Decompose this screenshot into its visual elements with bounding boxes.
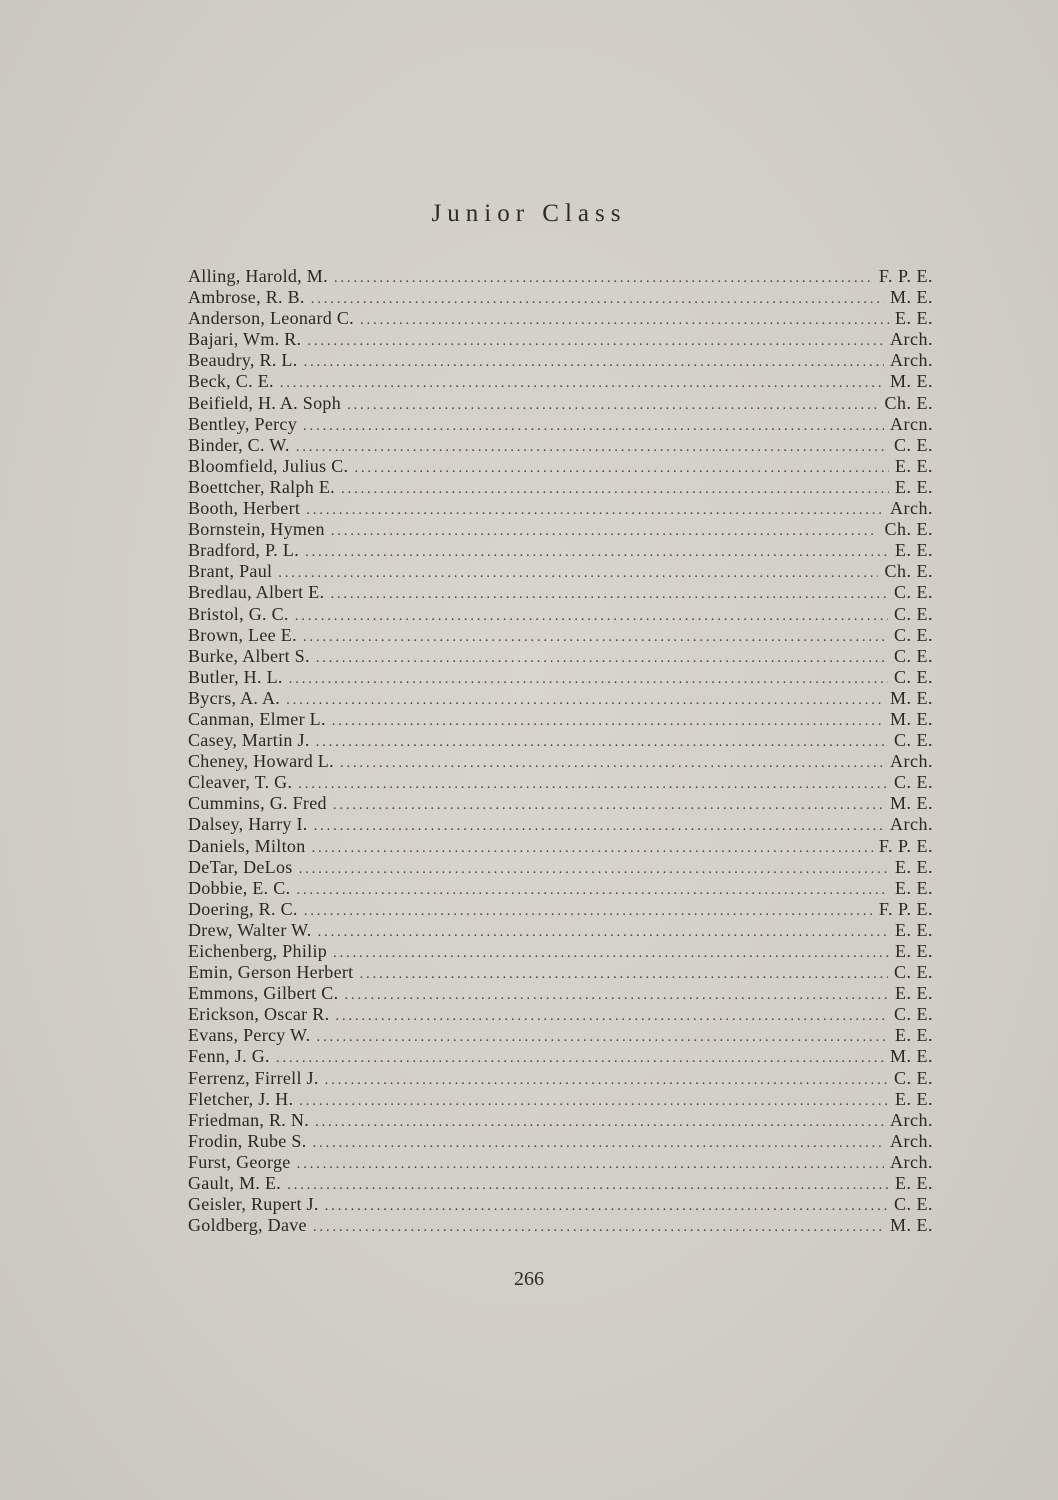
dot-leader bbox=[315, 1112, 884, 1133]
dot-leader bbox=[286, 690, 884, 711]
dot-leader bbox=[347, 395, 878, 416]
dot-leader bbox=[330, 584, 888, 605]
student-name: Ferrenz, Firrell J. bbox=[188, 1067, 319, 1088]
department: E. E. bbox=[895, 877, 933, 898]
dot-leader bbox=[280, 373, 884, 394]
department: E. E. bbox=[895, 941, 933, 961]
page-number: 266 bbox=[514, 1268, 544, 1290]
department: C. E. bbox=[893, 666, 933, 687]
student-name: Booth, Herbert bbox=[188, 498, 301, 519]
department: Arch. bbox=[890, 1130, 933, 1151]
roster-entry bbox=[188, 477, 933, 498]
department: C. E. bbox=[893, 582, 933, 603]
dot-leader bbox=[325, 1196, 888, 1217]
student-name: Canman, Elmer L. bbox=[188, 708, 326, 729]
department: C. E. bbox=[893, 772, 933, 793]
department: Arch. bbox=[890, 498, 933, 519]
class-roster bbox=[188, 266, 933, 1236]
dot-leader bbox=[316, 1027, 889, 1048]
roster-entry bbox=[188, 772, 933, 793]
roster-entry bbox=[188, 688, 933, 709]
roster-entry bbox=[188, 435, 933, 456]
roster-entry bbox=[188, 1173, 933, 1194]
dot-leader bbox=[278, 563, 878, 584]
dot-leader bbox=[331, 521, 879, 542]
department: C. E. bbox=[893, 1004, 933, 1025]
roster-entry bbox=[188, 329, 933, 350]
roster-entry bbox=[188, 962, 933, 983]
dot-leader bbox=[303, 416, 884, 437]
department: Arch. bbox=[890, 329, 933, 350]
roster-entry bbox=[188, 582, 933, 603]
student-name: Eichenberg, Philip bbox=[188, 941, 328, 961]
roster-entry bbox=[188, 1004, 933, 1025]
department: M. E. bbox=[890, 793, 933, 814]
student-name: DeTar, DeLos bbox=[188, 856, 293, 877]
department: E. E. bbox=[895, 476, 933, 497]
student-name: Boettcher, Ralph E. bbox=[188, 476, 335, 497]
roster-entry bbox=[188, 393, 933, 414]
student-name: Bredlau, Albert E. bbox=[188, 582, 325, 603]
student-name: Ambrose, R. B. bbox=[188, 287, 305, 308]
dot-leader bbox=[298, 774, 888, 795]
student-name: Geisler, Rupert J. bbox=[188, 1194, 319, 1215]
dot-leader bbox=[359, 964, 888, 985]
roster-entry bbox=[188, 1131, 933, 1152]
student-name: Beaudry, R. L. bbox=[188, 350, 298, 371]
department: Arcn. bbox=[890, 413, 933, 434]
student-name: Fenn, J. G. bbox=[188, 1046, 270, 1067]
department: C. E. bbox=[893, 434, 933, 455]
student-name: Gault, M. E. bbox=[188, 1173, 282, 1194]
dot-leader bbox=[335, 1006, 888, 1027]
department: F. P. E. bbox=[878, 898, 933, 919]
student-name: Fletcher, J. H. bbox=[188, 1088, 294, 1109]
student-name: Burke, Albert S. bbox=[188, 645, 310, 666]
roster-entry bbox=[188, 899, 933, 920]
student-name: Drew, Walter W. bbox=[188, 919, 312, 940]
department: C. E. bbox=[893, 624, 933, 645]
department: Ch. E. bbox=[884, 561, 933, 582]
dot-leader bbox=[304, 352, 885, 373]
roster-entry bbox=[188, 625, 933, 646]
roster-entry bbox=[188, 1152, 933, 1173]
student-name: Frodin, Rube S. bbox=[188, 1130, 307, 1151]
department: F. P. E. bbox=[878, 266, 933, 286]
department: E. E. bbox=[895, 540, 933, 561]
department: Ch. E. bbox=[884, 519, 933, 540]
dot-leader bbox=[333, 943, 889, 964]
dot-leader bbox=[297, 1154, 884, 1175]
roster-entry bbox=[188, 414, 933, 435]
student-name: Anderson, Leonard C. bbox=[188, 308, 354, 329]
department: M. E. bbox=[890, 1215, 933, 1236]
student-name: Butler, H. L. bbox=[188, 666, 283, 687]
student-name: Brown, Lee E. bbox=[188, 624, 297, 645]
student-name: Dobbie, E. C. bbox=[188, 877, 291, 898]
department: E. E. bbox=[895, 1088, 933, 1109]
department: E. E. bbox=[895, 983, 933, 1004]
dot-leader bbox=[312, 838, 873, 859]
dot-leader bbox=[332, 711, 884, 732]
student-name: Dalsey, Harry I. bbox=[188, 814, 308, 835]
dot-leader bbox=[341, 479, 889, 500]
roster-entry bbox=[188, 519, 933, 540]
roster-entry bbox=[188, 941, 933, 962]
department: E. E. bbox=[895, 856, 933, 877]
student-name: Emmons, Gilbert C. bbox=[188, 983, 339, 1004]
dot-leader bbox=[333, 795, 884, 816]
roster-entry bbox=[188, 793, 933, 814]
roster-entry bbox=[188, 371, 933, 392]
dot-leader bbox=[296, 437, 888, 458]
roster-entry bbox=[188, 878, 933, 899]
dot-leader bbox=[306, 500, 884, 521]
roster-entry bbox=[188, 1215, 933, 1236]
roster-entry bbox=[188, 1025, 933, 1046]
student-name: Goldberg, Dave bbox=[188, 1215, 307, 1236]
dot-leader bbox=[305, 542, 889, 563]
student-name: Bloomfield, Julius C. bbox=[188, 455, 349, 476]
roster-entry bbox=[188, 540, 933, 561]
dot-leader bbox=[296, 880, 889, 901]
department: Arch. bbox=[890, 1109, 933, 1130]
student-name: Bajari, Wm. R. bbox=[188, 329, 302, 350]
student-name: Erickson, Oscar R. bbox=[188, 1004, 330, 1025]
page-title: Junior Class bbox=[431, 200, 627, 227]
student-name: Bradford, P. L. bbox=[188, 540, 299, 561]
department: C. E. bbox=[893, 730, 933, 751]
department: E. E. bbox=[895, 455, 933, 476]
student-name: Beifield, H. A. Soph bbox=[188, 392, 341, 413]
dot-leader bbox=[316, 732, 888, 753]
student-name: Brant, Paul bbox=[188, 561, 273, 582]
roster-entry bbox=[188, 646, 933, 667]
student-name: Friedman, R. N. bbox=[188, 1109, 309, 1130]
dot-leader bbox=[354, 458, 889, 479]
roster-entry bbox=[188, 1046, 933, 1067]
roster-entry bbox=[188, 983, 933, 1004]
dot-leader bbox=[311, 289, 884, 310]
dot-leader bbox=[325, 1070, 888, 1091]
department: C. E. bbox=[893, 1067, 933, 1088]
department: M. E. bbox=[890, 371, 933, 392]
roster-entry bbox=[188, 561, 933, 582]
student-name: Evans, Percy W. bbox=[188, 1025, 311, 1046]
roster-entry bbox=[188, 604, 933, 625]
student-name: Daniels, Milton bbox=[188, 835, 306, 856]
student-name: Binder, C. W. bbox=[188, 434, 290, 455]
roster-entry bbox=[188, 308, 933, 329]
department: E. E. bbox=[895, 308, 933, 329]
roster-entry bbox=[188, 1110, 933, 1131]
department: F. P. E. bbox=[878, 835, 933, 856]
department: Arch. bbox=[890, 751, 933, 772]
roster-entry bbox=[188, 1194, 933, 1215]
student-name: Alling, Harold, M. bbox=[188, 266, 328, 286]
roster-entry bbox=[188, 350, 933, 371]
department: M. E. bbox=[890, 687, 933, 708]
dot-leader bbox=[344, 985, 889, 1006]
department: C. E. bbox=[893, 645, 933, 666]
dot-leader bbox=[307, 331, 884, 352]
roster-entry bbox=[188, 266, 933, 287]
student-name: Cummins, G. Fred bbox=[188, 793, 327, 814]
roster-entry bbox=[188, 751, 933, 772]
student-name: Bristol, G. C. bbox=[188, 603, 289, 624]
department: C. E. bbox=[893, 603, 933, 624]
dot-leader bbox=[299, 859, 889, 880]
dot-leader bbox=[318, 922, 889, 943]
roster-entry bbox=[188, 456, 933, 477]
roster-entry bbox=[188, 857, 933, 878]
roster-entry bbox=[188, 814, 933, 835]
department: Arch. bbox=[890, 1151, 933, 1172]
dot-leader bbox=[295, 606, 888, 627]
dot-leader bbox=[360, 310, 889, 331]
student-name: Beck, C. E. bbox=[188, 371, 274, 392]
roster-entry bbox=[188, 836, 933, 857]
roster-entry bbox=[188, 667, 933, 688]
department: M. E. bbox=[890, 1046, 933, 1067]
roster-entry bbox=[188, 498, 933, 519]
department: C. E. bbox=[893, 962, 933, 983]
dot-leader bbox=[287, 1175, 889, 1196]
dot-leader bbox=[304, 901, 873, 922]
student-name: Emin, Gerson Herbert bbox=[188, 962, 354, 983]
dot-leader bbox=[314, 816, 884, 837]
dot-leader bbox=[303, 627, 888, 648]
department: E. E. bbox=[895, 1025, 933, 1046]
student-name: Bentley, Percy bbox=[188, 413, 298, 434]
student-name: Bornstein, Hymen bbox=[188, 519, 325, 540]
dot-leader bbox=[316, 648, 888, 669]
roster-entry bbox=[188, 920, 933, 941]
dot-leader bbox=[340, 753, 884, 774]
department: M. E. bbox=[890, 708, 933, 729]
department: Arch. bbox=[890, 814, 933, 835]
dot-leader bbox=[313, 1133, 885, 1154]
roster-entry bbox=[188, 287, 933, 308]
dot-leader bbox=[313, 1217, 884, 1238]
student-name: Cleaver, T. G. bbox=[188, 772, 293, 793]
student-name: Bycrs, A. A. bbox=[188, 687, 281, 708]
department: M. E. bbox=[890, 287, 933, 308]
roster-entry bbox=[188, 1089, 933, 1110]
roster-entry bbox=[188, 1068, 933, 1089]
roster-entry bbox=[188, 709, 933, 730]
dot-leader bbox=[299, 1091, 889, 1112]
student-name: Doering, R. C. bbox=[188, 898, 298, 919]
dot-leader bbox=[276, 1048, 884, 1069]
roster-entry bbox=[188, 730, 933, 751]
department: Ch. E. bbox=[884, 392, 933, 413]
dot-leader bbox=[334, 268, 873, 289]
department: E. E. bbox=[895, 1173, 933, 1194]
dot-leader bbox=[289, 669, 888, 690]
student-name: Furst, George bbox=[188, 1151, 291, 1172]
student-name: Casey, Martin J. bbox=[188, 730, 310, 751]
department: Arch. bbox=[890, 350, 933, 371]
department: C. E. bbox=[893, 1194, 933, 1215]
department: E. E. bbox=[895, 919, 933, 940]
student-name: Cheney, Howard L. bbox=[188, 751, 334, 772]
